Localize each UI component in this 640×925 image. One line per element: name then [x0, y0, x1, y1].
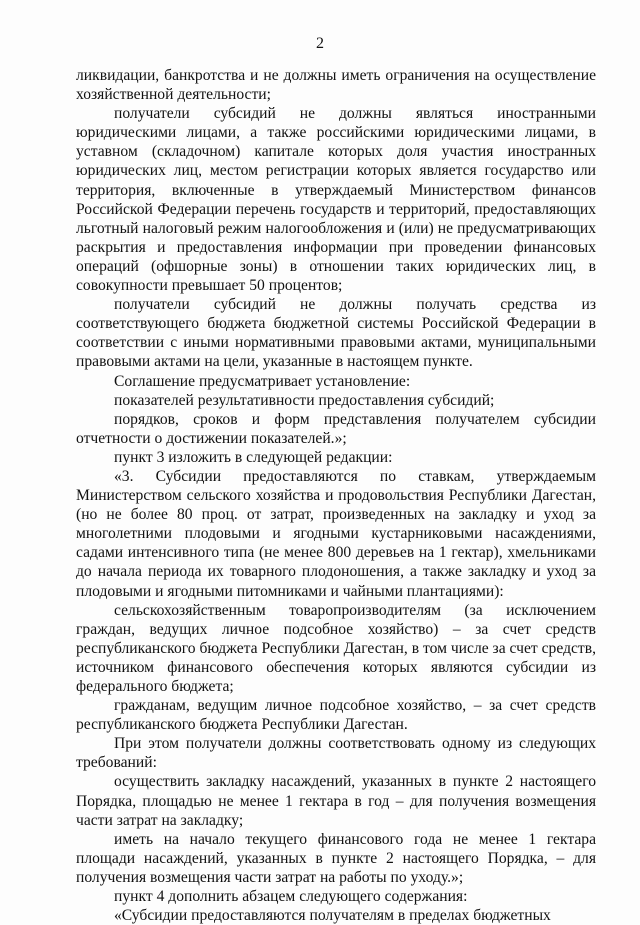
paragraph: получатели субсидий не должны являться иностранными юридическими лицами, а также российскими юридическими лицами, в уставном (складочном) капитале которых доля участия иностранных юридических лиц, местом регистрации которых является государство или территория, включенные в утверждаемый Министерством финансов Российской Федерации перечень государств и территорий, предоставляющих льготный налоговый режим налогообложения и (или) не предусматривающих раскрытия и предоставления информации при проведении финансовых операций (офшорные зоны) в отношении таких юридических лиц, в совокупности превышает 50 процентов; — [76, 105, 596, 295]
paragraph: осуществить закладку насаждений, указанных в пункте 2 настоящего Порядка, площадью не менее 1 гектара в год – для получения возмещения части затрат на закладку; — [76, 773, 596, 829]
paragraph: порядков, сроков и форм представления получателем субсидии отчетности о достижении показателей.»; — [76, 410, 596, 447]
paragraph: гражданам, ведущим личное подсобное хозяйство, – за счет средств республиканского бюджета Республики Дагестан. — [76, 697, 596, 734]
paragraph: сельскохозяйственным товаропроизводителям (за исключением граждан, ведущих личное подсобное хозяйство) – за счет средств республиканского бюджета Республики Дагестан, в том числе за счет средств, источником финансового обеспечения которых являются субсидии из федерального бюджета; — [76, 601, 596, 695]
paragraph: ликвидации, банкротства и не должны иметь ограничения на осуществление хозяйственной деятельности; — [76, 67, 596, 104]
document-body — [76, 66, 596, 925]
paragraph: иметь на начало текущего финансового года не менее 1 гектара площади насаждений, указанных в пункте 2 настоящего Порядка, – для получения возмещения части затрат на работы по уходу.»; — [76, 830, 596, 886]
paragraph: «3. Субсидии предоставляются по ставкам, утверждаемым Министерством сельского хозяйства и продовольствия Республики Дагестан, (но не более 80 проц. от затрат, произведенных на закладку и уход за многолетними плодовыми и ягодными кустарниковыми насаждениями, садами интенсивного типа (не менее 800 деревьев на 1 гектар), хмельниками до начала периода их товарного плодоношения, а также закладку и уход за плодовыми и ягодными питомниками и чайными плантациями): — [76, 467, 596, 600]
paragraph: пункт 3 изложить в следующей редакции: — [114, 448, 393, 466]
paragraph: При этом получатели должны соответствовать одному из следующих требований: — [76, 735, 596, 772]
paragraph: Соглашение предусматривает установление: — [114, 372, 411, 390]
paragraph: «Субсидии предоставляются получателям в пределах бюджетных — [114, 907, 551, 925]
paragraph: получатели субсидий не должны получать средства из соответствующего бюджета бюджетной системы Российской Федерации в соответствии с иными нормативными правовыми актами, муниципальными правовыми актами на цели, указанные в настоящем пункте. — [76, 296, 596, 371]
page-number: 2 — [316, 35, 324, 52]
paragraph: показателей результативности предоставления субсидий; — [114, 391, 495, 409]
paragraph: пункт 4 дополнить абзацем следующего содержания: — [114, 888, 468, 906]
